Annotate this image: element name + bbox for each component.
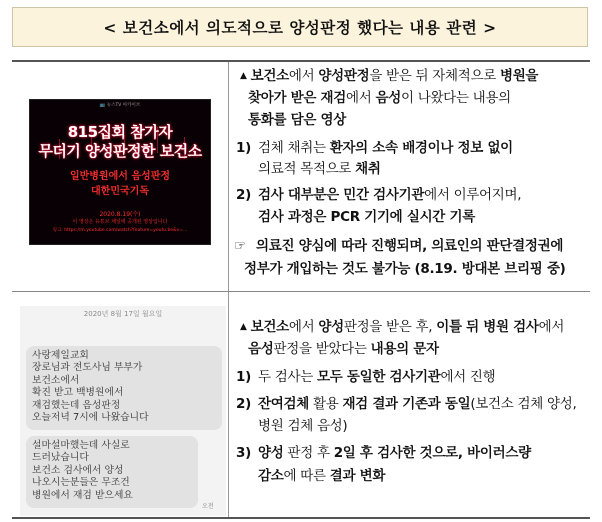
row2-item2-line1: 잔여검체 활용 재검 결과 기존과 동일(보건소 검체 양성, [258, 396, 577, 412]
row2-item2-number: 2) [236, 396, 251, 412]
text-message-screenshot [20, 306, 226, 516]
row1-intro-line3: 통화를 담은 영상 [248, 112, 346, 128]
bubble2-line: 보건소 검사에서 양성 [32, 464, 124, 476]
bubble1-line: 오늘저녁 7시에 나왔습니다 [32, 412, 149, 424]
video-subtitle-1: 일반병원에서 음성판정 [69, 171, 171, 182]
message-bubble-2 [26, 436, 198, 508]
row1-intro-line2: 찾아가 받은 재검에서 음성이 나왔다는 내용의 [248, 90, 511, 106]
video-subtitle-2: 대한민국기독 [91, 186, 149, 197]
column-divider [228, 62, 229, 291]
bubble1-line: 보건소에서 [32, 374, 80, 386]
row1-note-line1: 의료진 양심에 따라 진행되며, 의료인의 판단결정권에 [256, 238, 564, 254]
row2-item2-line2: 병원 검체 음성) [258, 418, 348, 434]
row2-item3-line2: 감소에 따른 결과 변화 [258, 468, 386, 484]
video-url: 링크: https://m.youtube.com/watch?feature=youtu.be&v=... [52, 228, 188, 233]
row1-item1-line2: 의료적 목적으로 채취 [258, 161, 381, 177]
message-time: 오전 [202, 503, 214, 510]
table-top-rule [12, 60, 590, 62]
row2-intro-line1: ▲ 보건소에서 양성판정을 받은 후, 이틀 뒤 병원 검사에서 [240, 319, 565, 335]
bubble2-line: 나오시는분들은 무조건 [32, 477, 130, 489]
bubble1-line: 확진 받고 백병원에서 [32, 387, 124, 399]
bubble1-line: 장로님과 전도사님 부부가 [32, 362, 143, 374]
video-thumbnail[interactable] [29, 99, 211, 245]
row2-item1-number: 1) [236, 369, 251, 385]
note-arrow-icon: ☞ [234, 238, 246, 254]
bubble1-line: 재검했는데 음성판정 [32, 399, 121, 411]
column-divider [228, 292, 229, 517]
row1-intro-line1: ▲ 보건소에서 양성판정을 받은 뒤 자체적으로 병원을 [240, 68, 539, 84]
bubble2-line: 설마설마했는데 사실로 [32, 440, 130, 451]
row1-note-line2: 정부가 개입하는 것도 불가능 (8.19. 방대본 브리핑 중) [244, 261, 566, 277]
row1-item1-line1: 검체 채취는 환자의 소속 배경이나 정보 없이 [258, 140, 513, 156]
row1-item2-line2: 검사 과정은 PCR 기기에 실시간 기록 [258, 209, 475, 225]
bubble1-line: 사랑제일교회 [32, 350, 89, 361]
row1-item2-line1: 검사 대부분은 민간 검사기관에서 이루어지며, [258, 187, 522, 203]
video-caption: 이 영상은 유튜브 채널에 공개된 영상입니다 [72, 219, 168, 225]
video-date: 2020.8.19(수) [99, 211, 141, 218]
message-bubble-1 [26, 346, 222, 430]
message-date: 2020년 8월 17일 월요일 [83, 310, 163, 318]
row2-item3-line1: 양성 판정 후 2일 후 검사한 것으로, 바이러스량 [258, 445, 531, 461]
video-headline-1: 815집회 참가자 [67, 123, 173, 141]
title-text: < 보건소에서 의도적으로 양성판정 했다는 내용 관련 > [103, 19, 497, 37]
row2-intro-line2: 음성판정을 받았다는 내용의 문자 [248, 341, 439, 357]
row-divider [12, 291, 590, 292]
bubble2-line: 드러났습니다 [32, 452, 89, 464]
row1-item1-number: 1) [236, 140, 251, 156]
page-title [12, 7, 588, 47]
bubble2-line: 병원에서 재검 받으세요 [32, 489, 133, 501]
row2-item3-number: 3) [236, 445, 251, 461]
table-bottom-rule [12, 517, 590, 519]
row1-item2-number: 2) [236, 187, 251, 203]
video-top-line: 📺 뉴스TV 아카이브 [99, 103, 141, 108]
video-headline-2: 무더기 양성판정한 보건소 [38, 142, 202, 160]
row2-item1-text: 두 검사는 모두 동일한 검사기관에서 진행 [258, 369, 496, 385]
